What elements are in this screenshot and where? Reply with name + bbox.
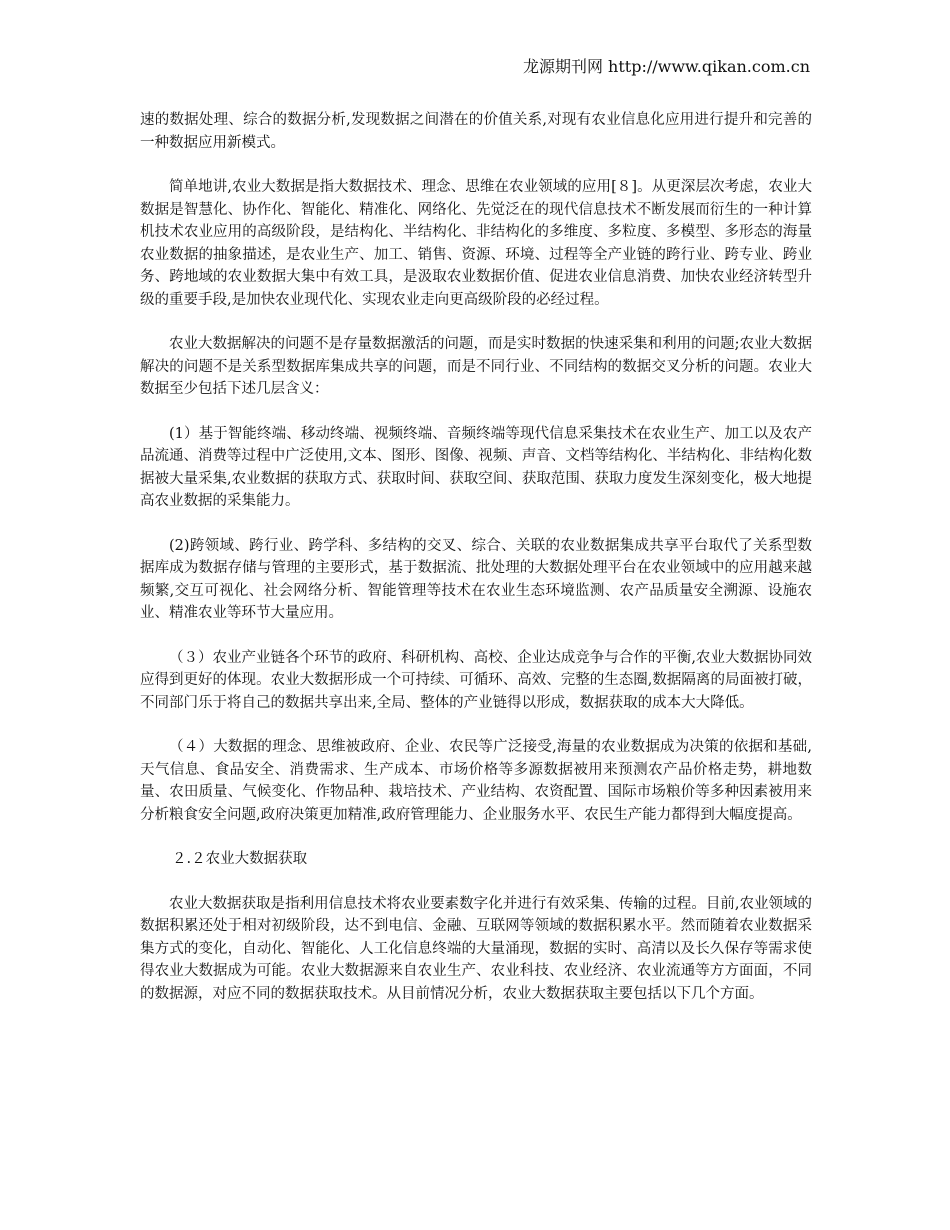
paragraph-intro-continued: 速的数据处理、综合的数据分析,发现数据之间潜在的价值关系,对现有农业信息化应用进行提升和完善的一种数据应用新模式。 <box>140 112 812 151</box>
site-header <box>523 56 810 78</box>
article-body <box>140 109 812 1027</box>
paragraph-definition: 简单地讲,农业大数据是指大数据技术、理念、思维在农业领域的应用[８]。从更深层次考虑，农业大数据是智慧化、协作化、智能化、精准化、网络化、先觉泛在的现代信息技术不断发展而衍生的一种计算机技术农业应用的高级阶段，是结构化、半结构化、非结构化的多维度、多粒度、多模型、多形态的海量农业数据的抽象描述，是农业生产、加工、销售、资源、环境、过程等全产业链的跨行业、跨专业、跨业务、跨地域的农业数据大集中有效工具，是汲取农业数据价值、促进农业信息消费、加快农业经济转型升级的重要手段,是加快农业现代化、实现农业走向更高级阶段的必经过程。 <box>140 179 812 308</box>
paragraph-point-1: (1）基于智能终端、移动终端、视频终端、音频终端等现代信息采集技术在农业生产、加工以及农产品流通、消费等过程中广泛使用,文本、图形、图像、视频、声音、文档等结构化、半结构化、非结构化数据被大量采集,农业数据的获取方式、获取时间、获取空间、获取范围、获取力度发生深刻变化，极大地提高农业数据的采集能力。 <box>140 425 812 509</box>
paragraph-problem-scope: 农业大数据解决的问题不是存量数据激活的问题，而是实时数据的快速采集和利用的问题;农业大数据解决的问题不是关系型数据库集成共享的问题，而是不同行业、不同结构的数据交叉分析的问题。农业大数据至少包括下述几层含义： <box>140 336 812 397</box>
paragraph-point-4: （４）大数据的理念、思维被政府、企业、农民等广泛接受,海量的农业数据成为决策的依据和基础,天气信息、食品安全、消费需求、生产成本、市场价格等多源数据被用来预测农产品价格走势，耕地数量、农田质量、气候变化、作物品种、栽培技术、产业结构、农资配置、国际市场粮价等多种因素被用来分析粮食安全问题,政府决策更加精准,政府管理能力、企业服务水平、农民生产能力都得到大幅度提高。 <box>140 739 812 823</box>
paragraph-point-2: (2)跨领域、跨行业、跨学科、多结构的交叉、综合、关联的农业数据集成共享平台取代了关系型数据库成为数据存储与管理的主要形式，基于数据流、批处理的大数据处理平台在农业领域中的应用越来越频繁,交互可视化、社会网络分析、智能管理等技术在农业生态环境监测、农产品质量安全溯源、设施农业、精准农业等环节大量应用。 <box>140 537 812 621</box>
paragraph-data-acquisition: 农业大数据获取是指利用信息技术将农业要素数字化并进行有效采集、传输的过程。目前,农业领域的数据积累还处于相对初级阶段，达不到电信、金融、互联网等领域的数据积累水平。然而随着农业数据采集方式的变化，自动化、智能化、人工化信息终端的大量涌现，数据的实时、高清以及长久保存等需求使得农业大数据成为可能。农业大数据源来自农业生产、农业科技、农业经济、农业流通等方方面面，不同的数据源，对应不同的数据获取技术。从目前情况分析，农业大数据获取主要包括以下几个方面。 <box>140 895 812 1002</box>
section-heading: ２.２农业大数据获取 <box>172 851 308 867</box>
paragraph-point-3: （３）农业产业链各个环节的政府、科研机构、高校、企业达成竞争与合作的平衡,农业大数据协同效应得到更好的体现。农业大数据形成一个可持续、可循环、高效、完整的生态圈,数据隔离的局面被打破，不同部门乐于将自己的数据共享出来,全局、整体的产业链得以形成，数据获取的成本大大降低。 <box>140 649 812 711</box>
site-header-text: 龙源期刊网 http://www.qikan.com.cn <box>522 57 810 76</box>
